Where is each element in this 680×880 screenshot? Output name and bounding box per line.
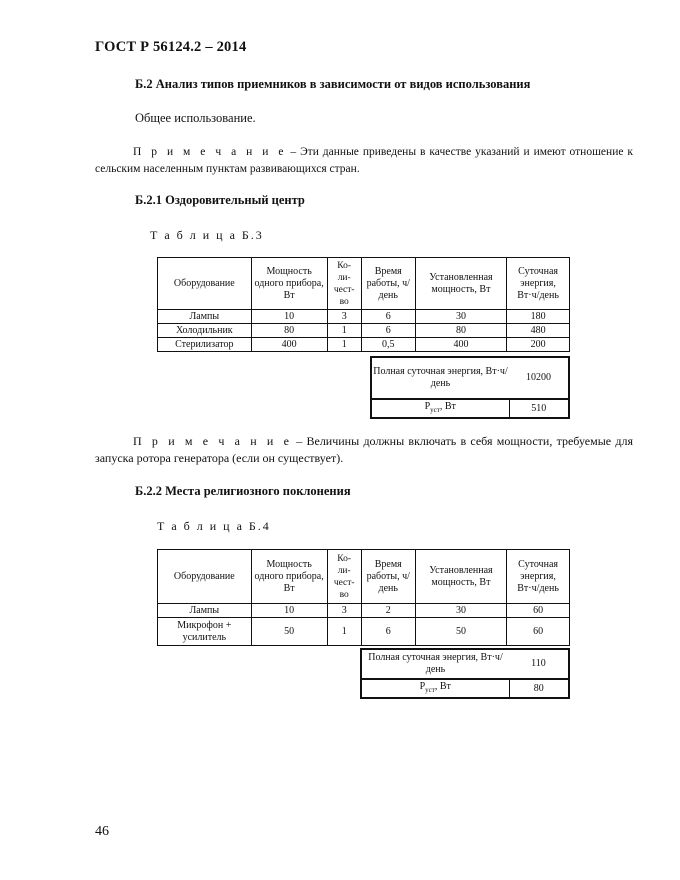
total-value: 110 <box>509 649 569 679</box>
table-cell: 480 <box>507 324 570 338</box>
page-number: 46 <box>95 824 109 839</box>
column-header: Установленная мощность, Вт <box>415 550 506 604</box>
table-row <box>158 604 570 618</box>
table-cell: 0,5 <box>361 338 415 352</box>
note-text: – Эти данные приведены в качестве указаний и имеют отношение к сельским населенным пунктам развивающихся стран. <box>95 146 633 175</box>
table-row <box>158 324 570 338</box>
table-cell: 200 <box>507 338 570 352</box>
note-paragraph <box>95 144 633 178</box>
column-header: Оборудование <box>158 550 252 604</box>
table-cell: 400 <box>251 338 327 352</box>
table-cell: 80 <box>251 324 327 338</box>
column-header: Оборудование <box>158 258 252 310</box>
table-cell: 1 <box>327 618 361 646</box>
table-cell: 1 <box>327 338 361 352</box>
table-row <box>158 618 570 646</box>
column-header: Суточная энергия, Вт·ч/день <box>507 258 570 310</box>
column-header: Ко- ли- чест- во <box>327 258 361 310</box>
summary-table-b3 <box>370 356 570 419</box>
subsection-heading: Б.2.2 Места религиозного поклонения <box>135 484 351 498</box>
total-label: Полная суточная энергия, Вт·ч/день <box>371 357 509 399</box>
table-cell: 400 <box>415 338 506 352</box>
note-label: П р и м е ч а н и е <box>133 146 287 158</box>
table-cell: Лампы <box>158 604 252 618</box>
note-label: П р и м е ч а н и е <box>133 434 292 448</box>
pust-label: $P_{уст}$, Вт <box>361 679 509 698</box>
table-caption: Т а б л и ц а Б.3 <box>150 228 264 242</box>
column-header: Установленная мощность, Вт <box>415 258 506 310</box>
column-header: Время работы, ч/день <box>361 550 415 604</box>
section-heading: Б.2 Анализ типов приемников в зависимости от видов использования <box>135 77 531 91</box>
table-cell: Микрофон + усилитель <box>158 618 252 646</box>
note-paragraph <box>95 433 633 467</box>
table-cell: 180 <box>507 310 570 324</box>
pust-row <box>361 679 569 698</box>
table-b4 <box>157 549 570 646</box>
column-header: Время работы, ч/день <box>361 258 415 310</box>
table-cell: Холодильник <box>158 324 252 338</box>
table-cell: 6 <box>361 310 415 324</box>
table-cell: 10 <box>251 310 327 324</box>
table-cell: 30 <box>415 604 506 618</box>
table-caption: Т а б л и ц а Б.4 <box>157 519 271 533</box>
column-header: Мощность одного прибора, Вт <box>251 550 327 604</box>
table-row <box>158 310 570 324</box>
table-b3 <box>157 257 570 352</box>
table-cell: Стерилизатор <box>158 338 252 352</box>
table-cell: Лампы <box>158 310 252 324</box>
pust-value: 510 <box>509 399 569 418</box>
table-cell: 80 <box>415 324 506 338</box>
column-header: Мощность одного прибора, Вт <box>251 258 327 310</box>
table-cell: 10 <box>251 604 327 618</box>
column-header: Ко- ли- чест- во <box>327 550 361 604</box>
general-use-text: Общее использование. <box>135 111 256 125</box>
note-text: – Величины должны включать в себя мощности, требуемые для запуска ротора генератора (если он существует). <box>95 434 633 465</box>
total-label: Полная суточная энергия, Вт·ч/день <box>361 649 509 679</box>
pust-row <box>371 399 569 418</box>
table-header-row <box>158 550 570 604</box>
subsection-heading: Б.2.1 Оздоровительный центр <box>135 193 305 207</box>
table-cell: 1 <box>327 324 361 338</box>
pust-value: 80 <box>509 679 569 698</box>
pust-label: $P_{уст}$, Вт <box>371 399 509 418</box>
column-header: Суточная энергия, Вт·ч/день <box>507 550 570 604</box>
summary-table-b4 <box>360 648 570 699</box>
document-header: ГОСТ Р 56124.2 – 2014 <box>95 39 247 55</box>
total-row <box>371 357 569 399</box>
table-cell: 6 <box>361 324 415 338</box>
table-cell: 50 <box>415 618 506 646</box>
table-header-row <box>158 258 570 310</box>
table-cell: 50 <box>251 618 327 646</box>
total-row <box>361 649 569 679</box>
table-cell: 2 <box>361 604 415 618</box>
total-value: 10200 <box>509 357 569 399</box>
table-row <box>158 338 570 352</box>
table-cell: 6 <box>361 618 415 646</box>
table-cell: 3 <box>327 310 361 324</box>
table-cell: 60 <box>507 604 570 618</box>
table-cell: 3 <box>327 604 361 618</box>
table-cell: 30 <box>415 310 506 324</box>
table-cell: 60 <box>507 618 570 646</box>
